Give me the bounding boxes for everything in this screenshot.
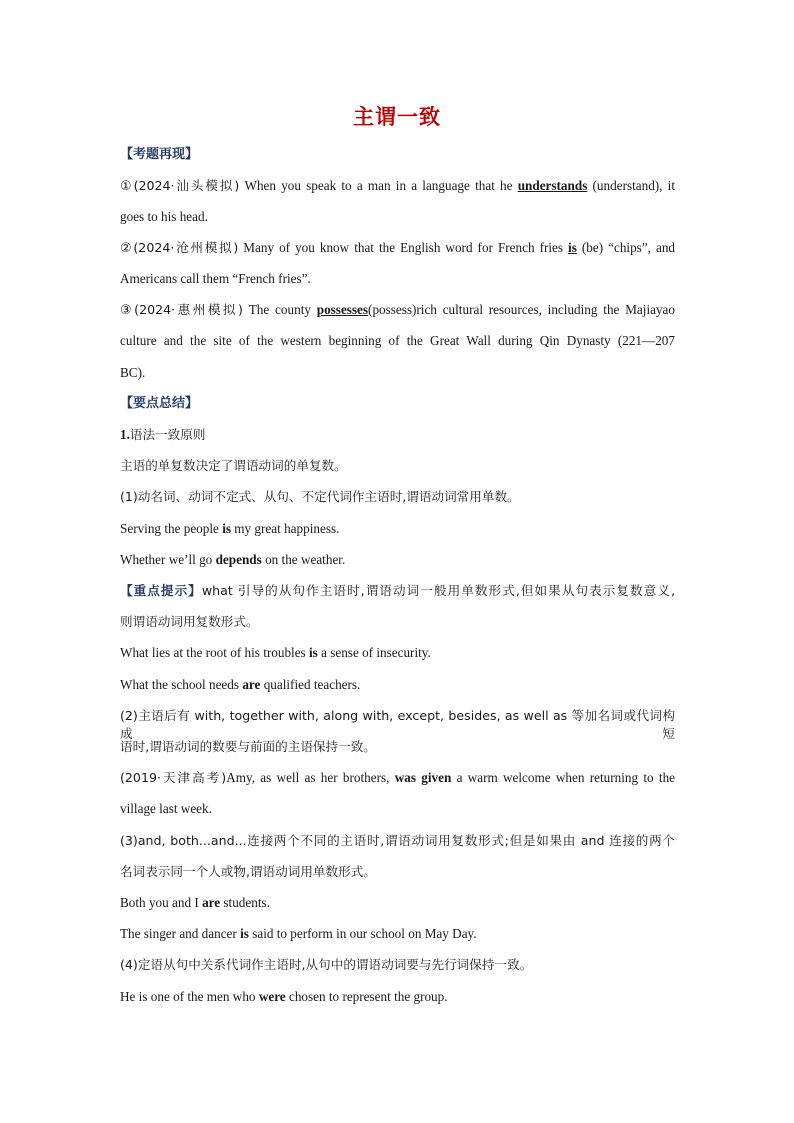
example-7 bbox=[120, 925, 477, 943]
section-heading-exam: 【考题再现】 bbox=[120, 147, 199, 162]
example-6 bbox=[120, 894, 270, 912]
example-2-verb: depends bbox=[215, 552, 262, 567]
question-3-line-2: culture and the site of the western beginning of the Great Wall during Qin Dynasty (221—207 bbox=[120, 333, 675, 348]
question-2-text-before: Many of you know that the English word for French fries bbox=[238, 240, 569, 255]
example-4 bbox=[120, 676, 360, 694]
tip-line-2: 则谓语动词用复数形式。 bbox=[120, 614, 259, 629]
tip-text-1: what 引导的从句作主语时,谓语动词一般用单数形式,但如果从句表示复数意义, bbox=[201, 583, 675, 598]
point-1-title: 语法一致原则 bbox=[129, 427, 206, 442]
example-5-line-1 bbox=[120, 769, 675, 787]
example-3 bbox=[120, 644, 431, 662]
example-3-after: a sense of insecurity. bbox=[317, 645, 431, 660]
question-3-line-3: BC). bbox=[120, 365, 146, 380]
rule-3-line-1: (3)and, both...and...连接两个不同的主语时,谓语动词用复数形式;但是如果由 and 连接的两个 bbox=[120, 833, 675, 848]
example-1 bbox=[120, 520, 339, 538]
point-1-heading bbox=[120, 426, 205, 444]
example-1-before: Serving the people bbox=[120, 521, 223, 536]
example-7-before: The singer and dancer bbox=[120, 926, 241, 941]
example-8-before: He is one of the men who bbox=[120, 989, 259, 1004]
rule-1: (1)动名词、动词不定式、从句、不定代词作主语时,谓语动词常用单数。 bbox=[120, 489, 520, 504]
question-3-text-after: (possess)rich cultural resources, including the Majiayao bbox=[368, 302, 675, 317]
question-2-marker: ② bbox=[120, 241, 134, 256]
example-5-source: (2019·天津高考) bbox=[120, 770, 227, 785]
example-8 bbox=[120, 988, 448, 1006]
example-3-verb: is bbox=[308, 645, 318, 660]
question-3-marker: ③ bbox=[120, 303, 135, 318]
example-8-after: chosen to represent the group. bbox=[285, 989, 448, 1004]
tip-label: 【重点提示】 bbox=[120, 583, 202, 598]
example-6-after: students. bbox=[220, 895, 270, 910]
example-5-before: Amy, as well as her brothers, bbox=[226, 770, 395, 785]
question-3-text-before: The county bbox=[242, 302, 317, 317]
point-1-number: 1. bbox=[120, 427, 130, 442]
question-2-answer: is bbox=[568, 240, 577, 255]
example-2-before: Whether we’ll go bbox=[120, 552, 216, 567]
rule-4: (4)定语从句中关系代词作主语时,从句中的谓语动词要与先行词保持一致。 bbox=[120, 957, 533, 972]
example-7-after: said to perform in our school on May Day. bbox=[248, 926, 477, 941]
example-1-after: my great happiness. bbox=[230, 521, 340, 536]
question-3-line-1 bbox=[120, 301, 675, 320]
question-2-line-1 bbox=[120, 239, 675, 258]
rule-2-line-2: 语时,谓语动词的数要与前面的主语保持一致。 bbox=[120, 739, 376, 754]
rule-2-line-1: (2)主语后有 with, together with, along with, except, besides, as well as 等加名词或代词构成短 bbox=[120, 708, 675, 741]
question-1-text-before: When you speak to a man in a language that he bbox=[239, 178, 518, 193]
example-6-verb: are bbox=[202, 895, 221, 910]
question-2-text-after: (be) “chips”, and bbox=[576, 240, 676, 255]
example-7-verb: is bbox=[240, 926, 249, 941]
question-1-marker: ① bbox=[120, 179, 134, 194]
question-3-source: (2024·惠州模拟) bbox=[134, 302, 243, 317]
question-1-source: (2024·汕头模拟) bbox=[133, 178, 240, 193]
example-2-after: on the weather. bbox=[261, 552, 346, 567]
example-8-verb: were bbox=[258, 989, 286, 1004]
question-2-source: (2024·沧州模拟) bbox=[133, 240, 239, 255]
summary-intro: 主语的单复数决定了谓语动词的单复数。 bbox=[120, 458, 347, 473]
question-1-answer: understands bbox=[517, 178, 588, 193]
tip-line-1 bbox=[120, 582, 675, 600]
section-heading-summary: 【要点总结】 bbox=[120, 396, 199, 411]
question-1-line-1 bbox=[120, 177, 675, 196]
question-2-line-2: Americans call them “French fries”. bbox=[120, 271, 311, 286]
example-4-verb: are bbox=[242, 677, 261, 692]
example-6-before: Both you and I bbox=[120, 895, 203, 910]
example-2 bbox=[120, 551, 345, 569]
page-title: 主谓一致 bbox=[353, 105, 441, 129]
example-5-line-2: village last week. bbox=[120, 801, 212, 816]
question-1-line-2: goes to his head. bbox=[120, 209, 208, 224]
example-5-verb: was given bbox=[394, 770, 452, 785]
question-1-text-after: (understand), it bbox=[587, 178, 676, 193]
example-4-after: qualified teachers. bbox=[260, 677, 361, 692]
example-5-after: a warm welcome when returning to the bbox=[451, 770, 676, 785]
example-3-before: What lies at the root of his troubles bbox=[120, 645, 309, 660]
example-1-verb: is bbox=[222, 521, 231, 536]
rule-3-line-2: 名词表示同一个人或物,谓语动词用单数形式。 bbox=[120, 864, 376, 879]
question-3-answer: possesses bbox=[316, 302, 369, 317]
example-4-before: What the school needs bbox=[120, 677, 243, 692]
